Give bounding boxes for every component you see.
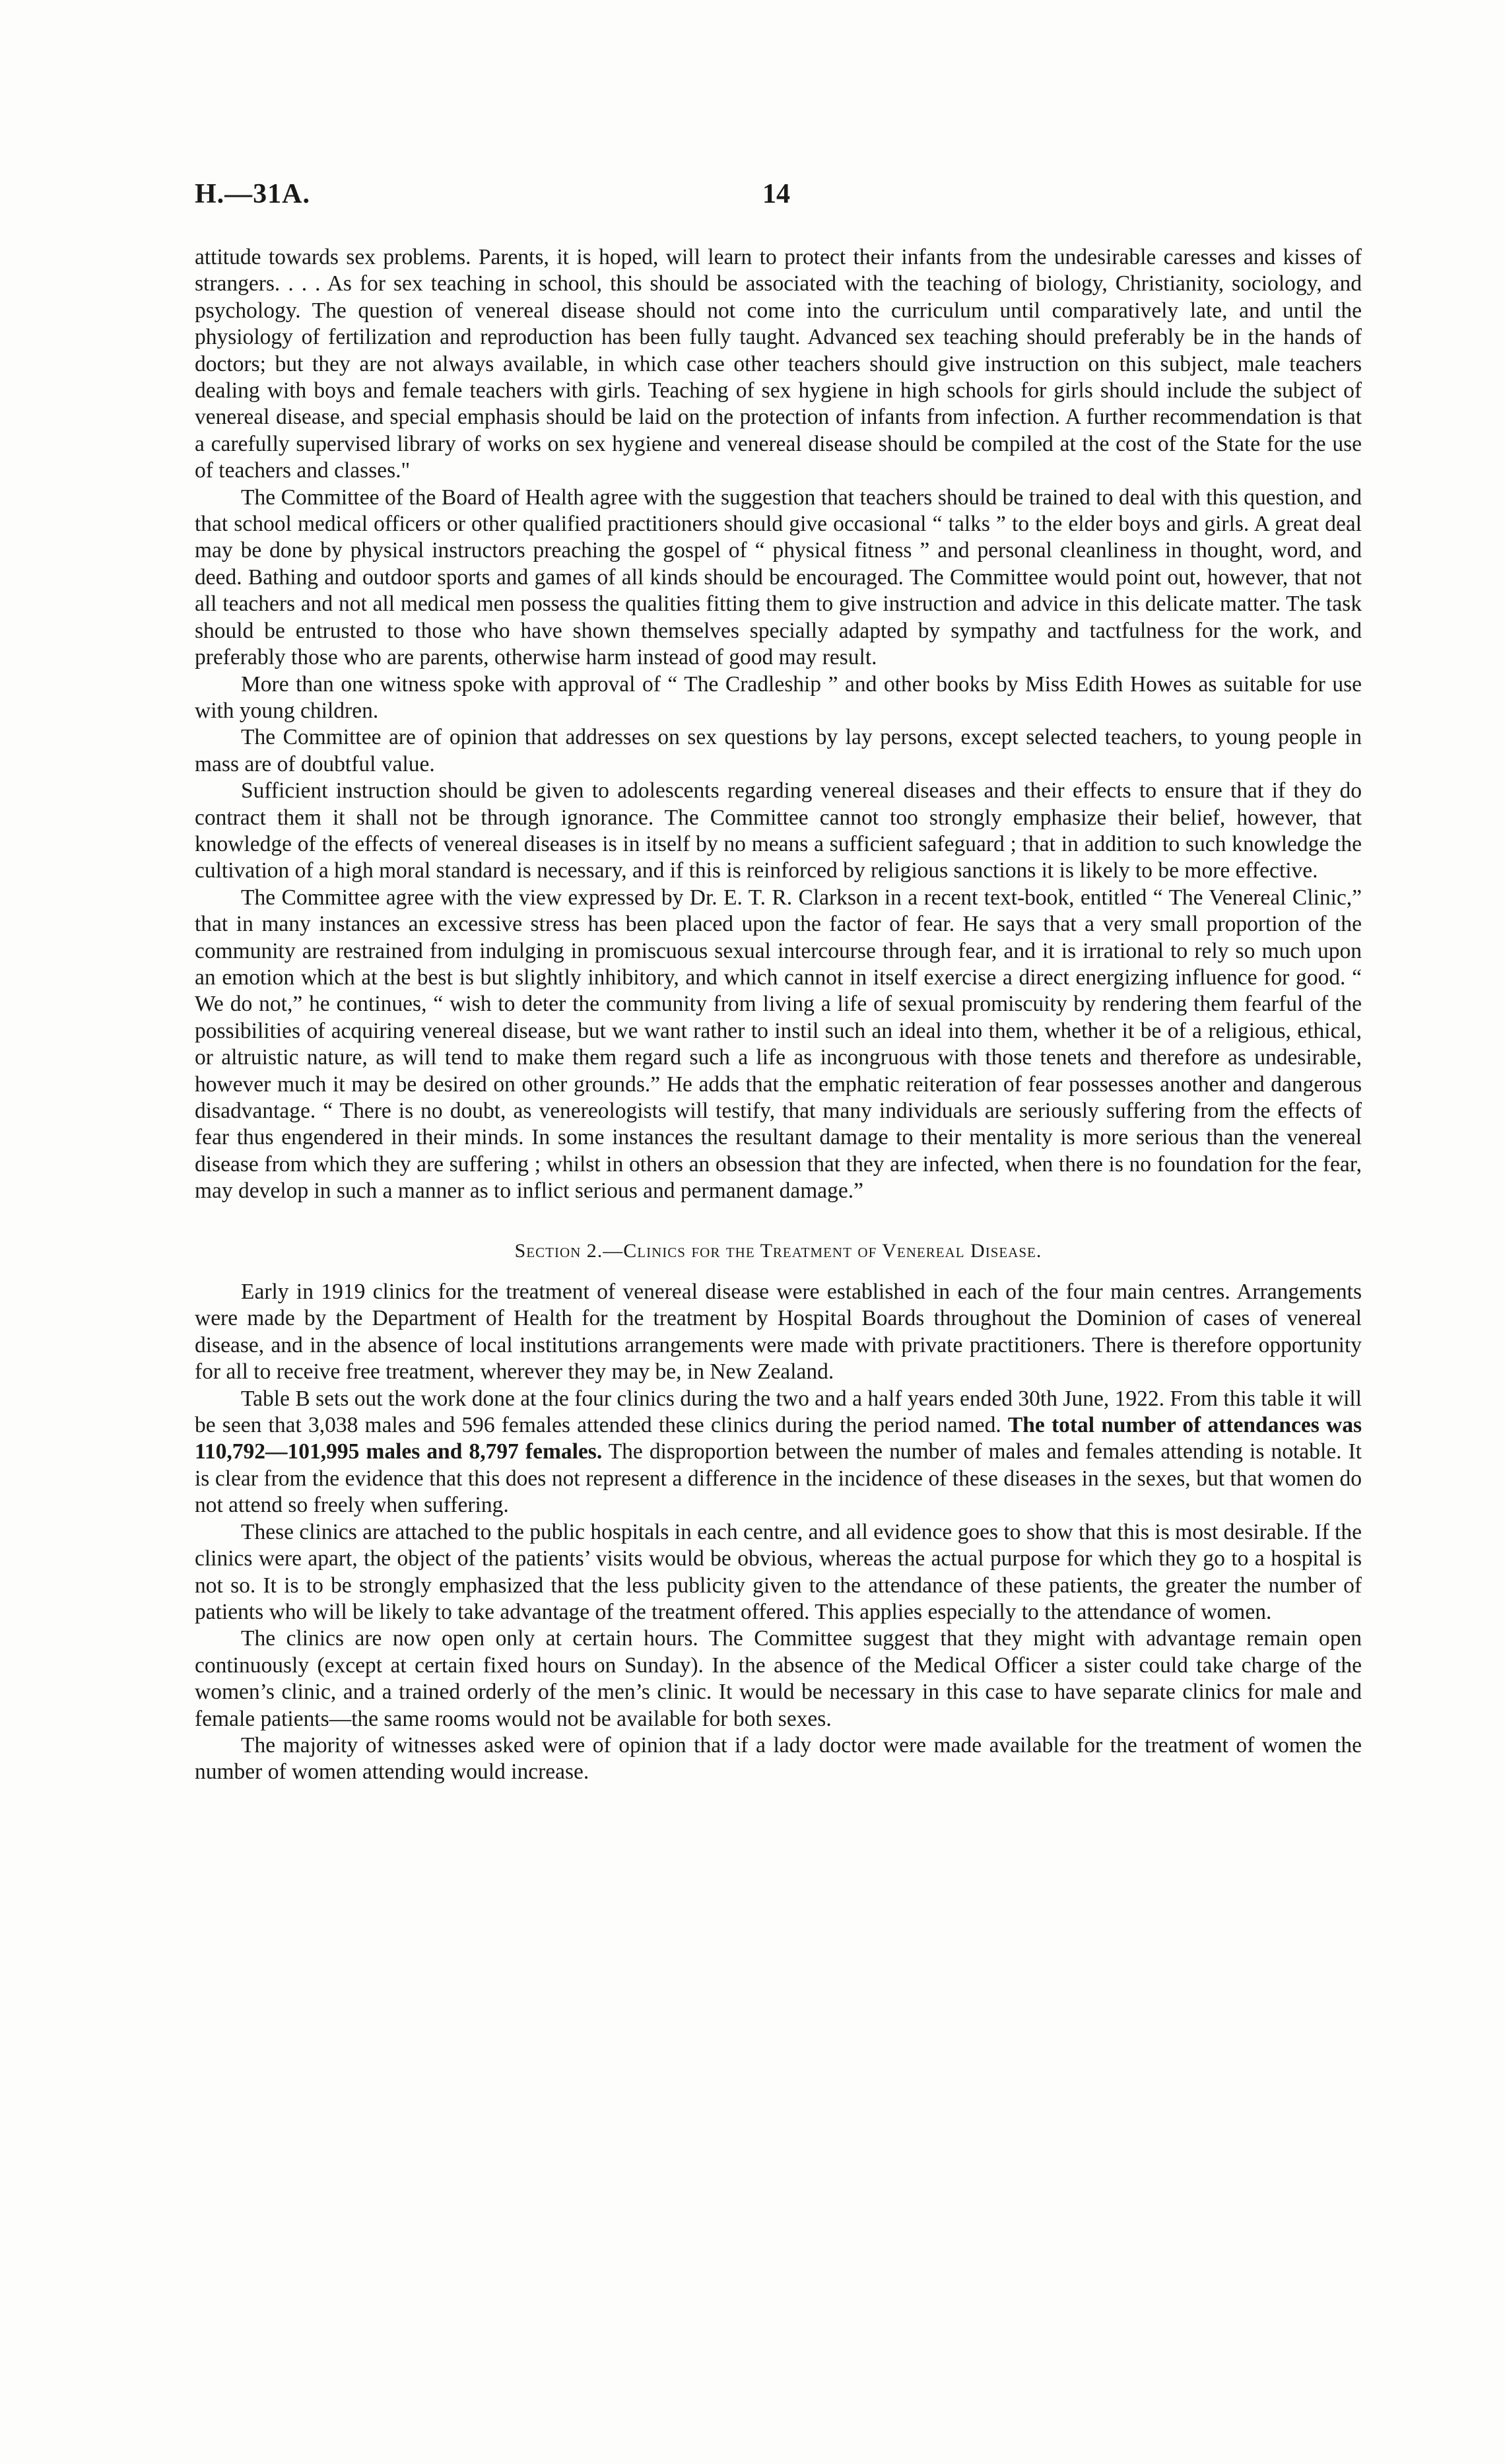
paragraph-clinics-attached: These clinics are attached to the public hospitals in each centre, and all evidence goes to show that this is most desirable. If the clinics were apart, the object of the patients’ visits would be obvious, whereas the actual purpose for which they go to a hospital is not so. It is to be strongly emphasized that the less publicity given to the attendance of these patients, the greater the number of patients who will be likely to take advantage of the treatment offered. This applies especially to the attendance of women.	[195, 1519, 1362, 1624]
table-b-text-after: The disproportion between the number of males and females attending is notable. It is clear from the evidence that this does not represent a difference in the incidence of these diseases in the sexes, but that women do not attend so freely when suffering.	[195, 1439, 1362, 1518]
document-reference: H.—31A.	[195, 179, 310, 209]
table-b-bold-attendances: The total number of attendances was 110,792—101,995 males and 8,797 females.	[195, 1413, 1362, 1464]
paragraph-cradleship: More than one witness spoke with approval of “ The Cradleship ” and other books by Miss Edith Howes as suitable for use with young children.	[195, 671, 1362, 723]
page-number: 14	[762, 179, 790, 209]
paragraph-lay-persons: The Committee are of opinion that addresses on sex questions by lay persons, except selected teachers, to young people in mass are of doubtful value.	[195, 725, 1362, 776]
paragraph-continuation: attitude towards sex problems. Parents, it is hoped, will learn to protect their infants from the undesirable caresses and kisses of strangers. . . . As for sex teaching in school, this should be associated with the teaching of biology, Christianity, sociology, and psychology. The question of venereal disease should not come into the curriculum until comparatively late, and until the physiology of fertilization and reproduction has been fully taught. Advanced sex teaching should preferably be in the hands of doctors; but they are not always available, in which case other teachers should give instruction on this subject, male teachers dealing with boys and female teachers with girls. Teaching of sex hygiene in high schools for girls should include the subject of venereal disease, and special emphasis should be laid on the protection of infants from infection. A further recommendation is that a carefully supervised library of works on sex hygiene and venereal disease should be compiled at the cost of the State for the use of teachers and classes."	[195, 245, 1362, 483]
paragraph-lady-doctor: The majority of witnesses asked were of opinion that if a lady doctor were made available for the treatment of women the number of women attending would increase.	[195, 1732, 1362, 1785]
page-header	[195, 178, 1362, 218]
body-text	[195, 244, 1362, 1786]
paragraph-board-of-health: The Committee of the Board of Health agree with the suggestion that teachers should be trained to deal with this question, and that school medical officers or other qualified practitioners should give occasional “ talks ” to the elder boys and girls. A great deal may be done by physical instructors preaching the gospel of “ physical fitness ” and personal cleanliness in thought, word, and deed. Bathing and outdoor sports and games of all kinds should be encouraged. The Committee would point out, however, that not all teachers and not all medical men possess the qualities fitting them to give instruction and advice in this delicate matter. The task should be entrusted to those who have shown themselves specially adapted by sympathy and tactfulness for the work, and preferably those who are parents, otherwise harm instead of good may result.	[195, 485, 1362, 670]
paragraph-clinic-hours: The clinics are now open only at certain hours. The Committee suggest that they might with advantage remain open continuously (except at certain fixed hours on Sunday). In the absence of the Medical Officer a sister could take charge of the women’s clinic, and a trained orderly of the men’s clinic. It would be necessary in this case to have separate clinics for male and female patients—the same rooms would not be available for both sexes.	[195, 1626, 1362, 1731]
paragraph-table-b	[195, 1386, 1362, 1519]
paragraph-clarkson: The Committee agree with the view expressed by Dr. E. T. R. Clarkson in a recent text-book, entitled “ The Venereal Clinic,” that in many instances an excessive stress has been placed upon the factor of fear. He says that a very small proportion of the community are restrained from indulging in promiscuous sexual intercourse through fear, and it is irrational to rely so much upon an emotion which at the best is but slightly inhibitory, and which cannot in itself exercise a direct energizing influence for good. “ We do not,” he continues, “ wish to deter the community from living a life of sexual promiscuity by rendering them fearful of the possibilities of acquiring venereal disease, but we want rather to instil such an ideal into them, whether it be of a religious, ethical, or altruistic nature, as will tend to make them regard such a life as incongruous with those tenets and therefore as undesirable, however much it may be desired on other grounds.” He adds that the emphatic reiteration of fear possesses another and dangerous disadvantage. “ There is no doubt, as venereologists will testify, that many individuals are seriously suffering from the effects of fear thus engendered in their minds. In some instances the resultant damage to their mentality is more serious than the venereal disease from which they are suffering ; whilst in others an obsession that they are infected, when there is no foundation for the fear, may develop in such a manner as to inflict serious and permanent damage.”	[195, 885, 1362, 1204]
table-b-text-before: Table B sets out the work done at the four clinics during the two and a half years ended 30th June, 1922. From this table it will be seen that 3,038 males and 596 females attended these clinics during the period named.	[195, 1386, 1362, 1438]
paragraph-sufficient-instruction: Sufficient instruction should be given to adolescents regarding venereal diseases and their effects to ensure that if they do contract them it shall not be through ignorance. The Committee cannot too strongly emphasize their belief, however, that knowledge of the effects of venereal diseases is in itself by no means a sufficient safeguard ; that in addition to such knowledge the cultivation of a high moral standard is necessary, and if this is reinforced by religious sanctions it is likely to be more effective.	[195, 778, 1362, 883]
section-heading: Section 2.—Clinics for the Treatment of Venereal Disease.	[514, 1239, 1042, 1262]
paragraph-early-1919: Early in 1919 clinics for the treatment of venereal disease were established in each of the four main centres. Arrangements were made by the Department of Health for the treatment by Hospital Boards throughout the Dominion of cases of venereal disease, and in the absence of local institutions arrangements were made with private practitioners. There is therefore opportunity for all to receive free treatment, wherever they may be, in New Zealand.	[195, 1280, 1362, 1385]
